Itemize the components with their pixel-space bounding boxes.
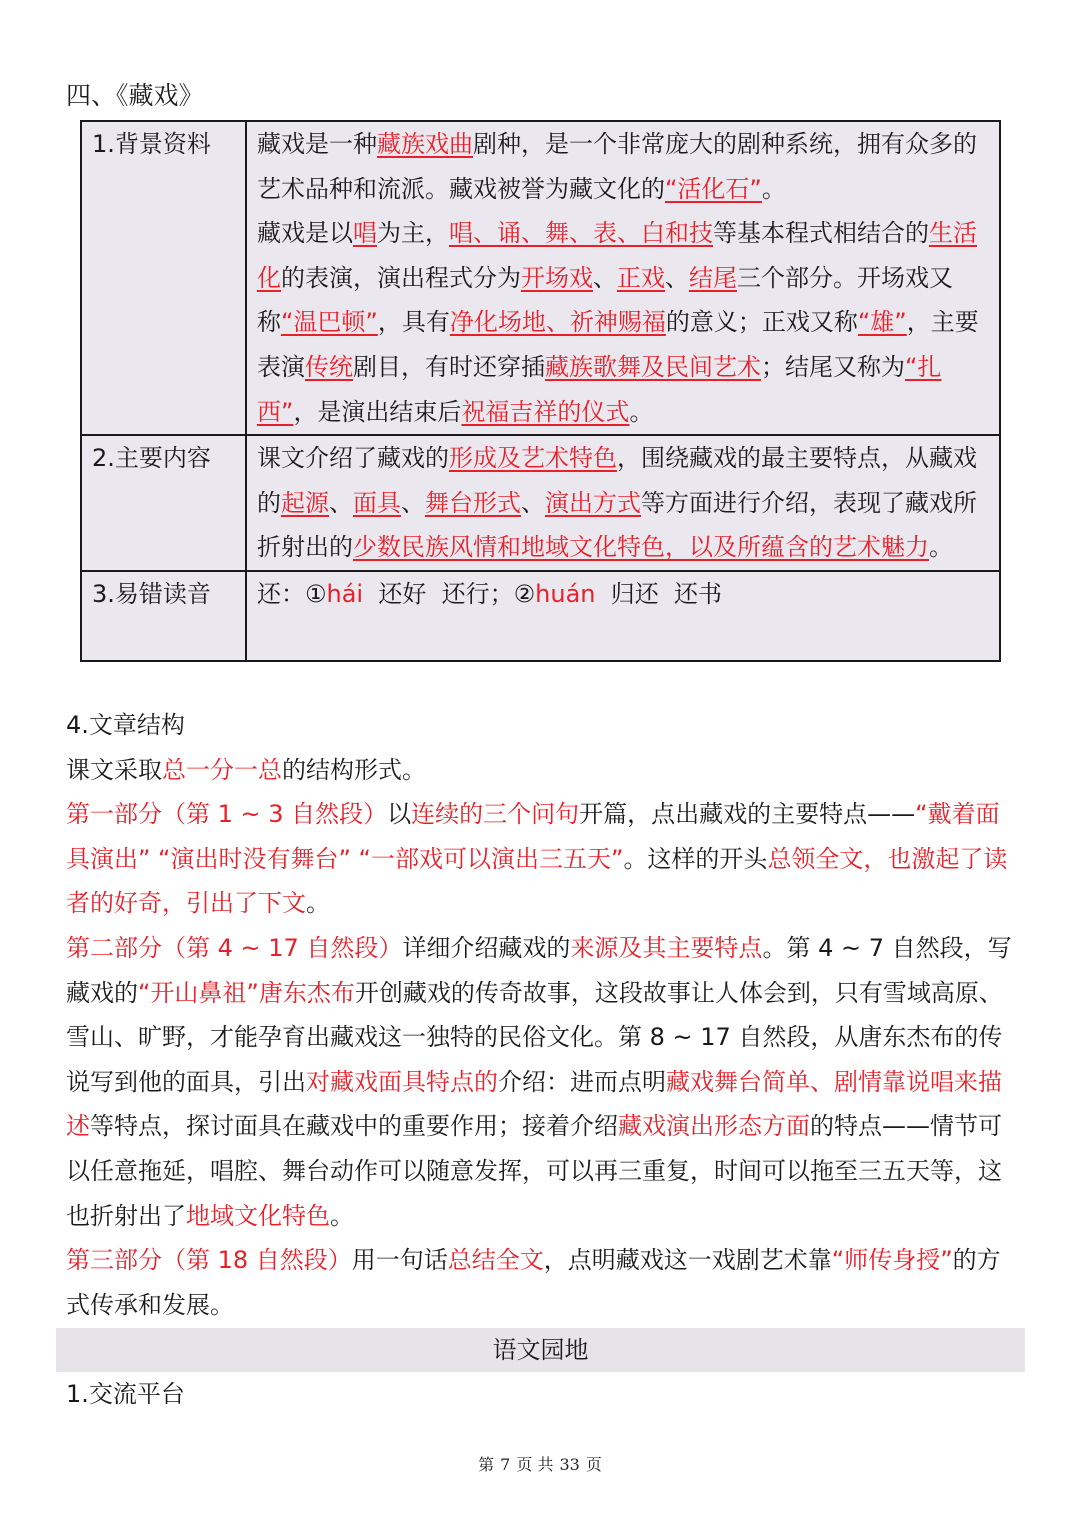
pinyin: huán	[535, 579, 596, 608]
keyword: “雄”	[857, 308, 907, 337]
keyword: 祝福吉祥的仪式	[461, 397, 630, 426]
table-row	[81, 571, 1000, 661]
row-label-content: 2.主要内容	[81, 435, 246, 571]
page-number: 7	[500, 1455, 511, 1474]
row-label-background: 1.背景资料	[81, 121, 246, 435]
article-structure	[66, 703, 1018, 1327]
structure-heading: 4.文章结构	[66, 711, 185, 739]
table-row	[81, 121, 1000, 435]
row-content-main: 课文介绍了藏戏的形成及艺术特色，围绕藏戏的最主要特点，从藏戏的起源、面具、舞台形式、演出方式等方面进行介绍，表现了藏戏所折射出的少数民族风情和地域文化特色，以及所蕴含的艺术魅力。	[246, 435, 1000, 571]
keyword: 起源	[281, 488, 329, 517]
keyword: “扎西”	[257, 352, 942, 426]
row-content-background: 藏戏是一种藏族戏曲剧种，是一个非常庞大的剧种系统，拥有众多的艺术品种和流派。藏戏被誉为藏文化的“活化石”。 藏戏是以唱为主，唱、诵、舞、表、白和技等基本程式相结合的生活化的表演，演出程式分为开场戏、正戏、结尾三个部分。开场戏又称“温巴顿”，具有净化场地、祈神赐福的意义；正戏又称“雄”，主要表演传统剧目，有时还穿插藏族歌舞及民间艺术；结尾又称为“扎西”，是演出结束后祝福吉祥的仪式。	[246, 121, 1000, 435]
keyword: 生活化	[257, 219, 977, 292]
row-content-pronunciation: 还：①hái 还好 还行；②huán 归还 还书	[246, 571, 1000, 661]
keyword: 唱、诵、舞、表、白和技	[449, 219, 713, 248]
info-table	[80, 120, 1001, 662]
keyword: 藏族歌舞及民间艺术	[545, 352, 761, 381]
keyword: “活化石”	[665, 174, 762, 203]
keyword: 传统	[305, 352, 353, 381]
keyword: 净化场地、祈神赐福	[449, 308, 666, 337]
keyword: 唱	[353, 219, 377, 248]
keyword: 少数民族风情和地域文化特色，以及所蕴含的艺术魅力	[353, 533, 929, 562]
keyword: 正戏	[617, 263, 665, 292]
keyword: 面具	[353, 488, 401, 517]
structure-intro: 课文采取总一分一总的结构形式。	[66, 755, 426, 784]
row-label-pronunciation: 3.易错读音	[81, 571, 246, 661]
keyword: 演出方式	[545, 488, 641, 517]
garden-section-bar: 语文园地	[56, 1328, 1025, 1372]
part-three: 第三部分（第 18 自然段）用一句话总结全文，点明藏戏这一戏剧艺术靠“师传身授”的方式传承和发展。	[66, 1246, 1001, 1319]
table-row	[81, 435, 1000, 571]
part-two: 第二部分（第 4 ~ 17 自然段）详细介绍藏戏的来源及其主要特点。第 4 ~ 7 自然段，写藏戏的“开山鼻祖”唐东杰布开创藏戏的传奇故事，这段故事让人体会到，只有雪域高原、雪山、旷野，才能孕育出藏戏这一独特的民俗文化。第 8 ~ 17 自然段，从唐东杰布的传说写到他的面具，引出对藏戏面具特点的介绍：进而点明藏戏舞台简单、剧情靠说唱来描述等特点，探讨面具在藏戏中的重要作用；接着介绍藏戏演出形态方面的特点——情节可以任意拖延，唱腔、舞台动作可以随意发挥，可以再三重复，时间可以拖至三五天等，这也折射出了地域文化特色。	[66, 933, 1012, 1230]
section-title: 四、《藏戏》	[66, 81, 204, 110]
keyword: 藏族戏曲	[377, 130, 473, 158]
keyword: 形成及艺术特色	[449, 444, 617, 473]
garden-subtitle: 1.交流平台	[66, 1380, 185, 1408]
keyword: “温巴顿”	[281, 308, 378, 337]
page-total: 33	[559, 1455, 580, 1474]
pinyin: hái	[326, 579, 364, 608]
keyword: 开场戏	[521, 263, 593, 292]
keyword: 结尾	[689, 263, 737, 292]
keyword: 舞台形式	[425, 488, 521, 517]
part-one: 第一部分（第 1 ~ 3 自然段）以连续的三个问句开篇，点出藏戏的主要特点——“戴着面具演出” “演出时没有舞台” “一部戏可以演出三五天”。这样的开头总领全文，也激起了读者的好奇，引出了下文。	[66, 800, 1008, 918]
page-footer: 第 7 页 共 33 页	[478, 1455, 602, 1474]
